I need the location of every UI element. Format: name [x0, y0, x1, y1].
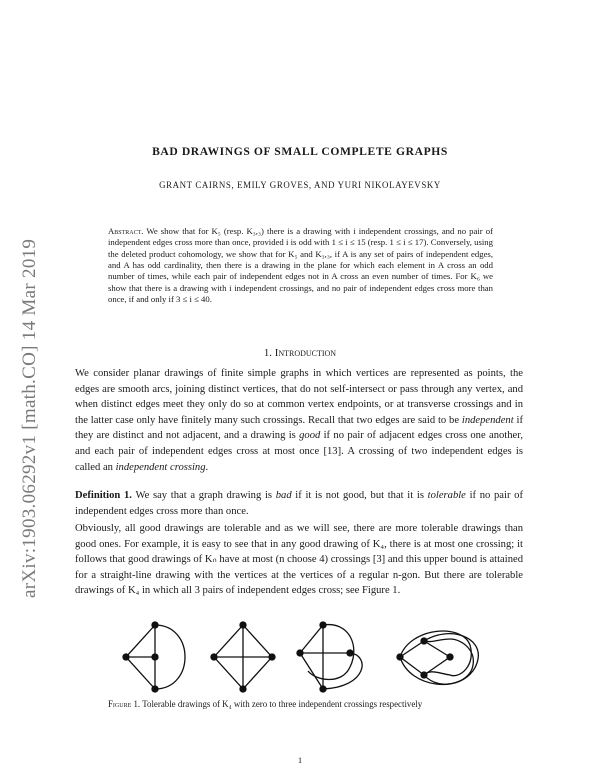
k4-drawing-zero-crossings	[123, 622, 185, 692]
abstract-label: Abstract.	[108, 226, 144, 236]
definition-label: Definition 1.	[75, 490, 132, 501]
figure-label: Figure 1.	[108, 699, 141, 709]
k4-drawing-one-crossing	[211, 622, 275, 692]
abstract-text: We show that for K₅ (resp. K₃,₃) there is a drawing with i independent crossings, and no pair of independent edges cross more than once, provided i is odd with 1 ≤ i ≤ 15 (resp. 1 ≤ i ≤ 17). Conversely, using the deleted product cohomology, we show that for K₅ and K₃,₃, if A is any set of pairs of independent edges, and A has odd cardinality, then there is a drawing in the plane for which each element in A cross an odd number of times, while each pair of independent edges not in A cross an even number of times. For K₆ we show that there is a drawing with i independent crossings, and no pair of independent edges cross more than once, if and only if 3 ≤ i ≤ 40.	[108, 226, 493, 305]
arxiv-stamp-text: arXiv:1903.06292v1 [math.CO] 14 Mar 2019	[19, 238, 40, 598]
definition-text: We say that a graph drawing is	[131, 490, 276, 501]
intro-text: if no pair of adjacent edges cross one another, and each pair of independent edges cross at most once [13]. A crossing of two independent edges is called an	[75, 430, 523, 473]
term-independent-crossing: independent crossing	[115, 461, 206, 473]
abstract	[108, 226, 493, 305]
intro-text: We consider planar drawings of finite simple graphs in which vertices are represented as points, the edges are smooth arcs, joining distinct vertices, that do not self-intersect or pass through any vertex, and when distinct edges meet they only do so at common vertex endpoints, or at transverse crossings and in the latter case only have finitely many such crossings. Recall that two edges are said to be	[75, 368, 523, 426]
term-good: good	[299, 430, 321, 442]
figure-1-caption	[108, 698, 493, 710]
term-tolerable: tolerable	[427, 490, 466, 501]
intro-text: if they are distinct and not adjacent, and a drawing is	[75, 414, 523, 442]
figure-caption-text: Tolerable drawings of K₄ with zero to three independent crossings respectively	[140, 699, 423, 709]
paper-title: BAD DRAWINGS OF SMALL COMPLETE GRAPHS	[152, 145, 448, 158]
intro-text: .	[205, 461, 209, 473]
arxiv-stamp	[8, 180, 46, 600]
section-heading	[0, 347, 600, 359]
page-number: 1	[297, 755, 303, 765]
term-independent: independent	[461, 414, 514, 426]
figure-1-drawings	[110, 617, 490, 701]
definition-text: if no pair of independent edges cross more than once.	[75, 490, 523, 517]
k4-drawing-two-crossings	[297, 622, 362, 692]
definition-text: if it is not good, but that it is	[291, 490, 428, 501]
section-title: Introduction	[274, 347, 337, 359]
k4-drawing-three-crossings	[397, 631, 478, 684]
intro-paragraph	[75, 366, 523, 475]
paper-authors: GRANT CAIRNS, EMILY GROVES, AND YURI NIKOLAYEVSKY	[159, 180, 441, 190]
second-paragraph: Obviously, all good drawings are tolerable and as we will see, there are more tolerable drawings than good ones. For example, it is easy to see that in any good drawing of K₄, there is at most one crossing; it follows that good drawings of Kₙ have at most (n choose 4) crossings [3] and this upper bound is attained for a straight-line drawing with the vertices at the vertices of a regular n-gon. But there are tolerable drawings of K₄ in which all 3 pairs of independent edges cross; see Figure 1.	[75, 523, 523, 597]
term-bad: bad	[275, 490, 292, 501]
definition-1	[75, 488, 523, 519]
section-number: 1.	[263, 347, 273, 359]
